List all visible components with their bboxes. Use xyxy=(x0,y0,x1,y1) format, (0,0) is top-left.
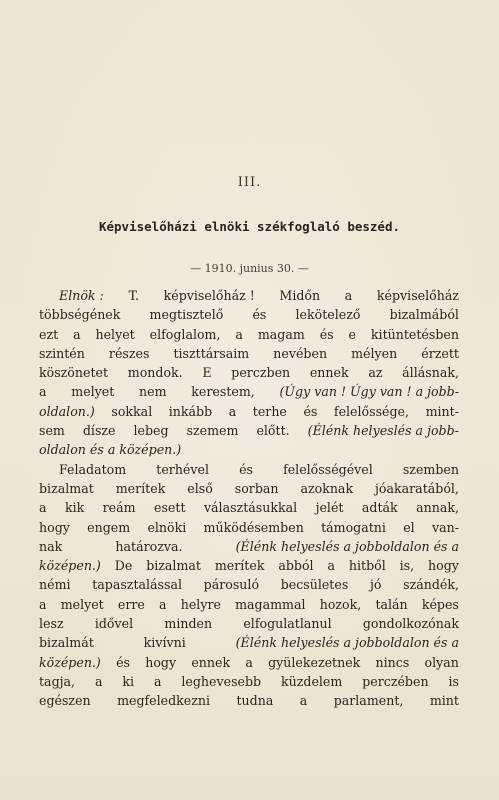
text-line xyxy=(39,691,459,710)
word: sokkal xyxy=(111,403,153,419)
word: perczében xyxy=(362,673,429,689)
word: kitüntetésben xyxy=(370,326,459,342)
word: tudna xyxy=(236,693,274,709)
word: ennek xyxy=(309,365,349,381)
word: szándék, xyxy=(403,577,459,593)
word: merítek xyxy=(214,558,265,574)
word: megtisztelő xyxy=(149,307,224,323)
word: többségének xyxy=(39,307,121,323)
word: hozok, xyxy=(319,596,362,612)
word: és xyxy=(319,326,334,342)
word: jelét xyxy=(315,500,344,516)
word: el xyxy=(403,519,415,535)
text-line xyxy=(39,595,459,614)
word: hogy xyxy=(428,558,459,574)
word: tagja, xyxy=(39,673,76,689)
word: hogy xyxy=(39,519,70,535)
word: érzett xyxy=(421,345,459,361)
text-line xyxy=(39,460,459,479)
word: helyet xyxy=(95,326,135,342)
chapter-number: III. xyxy=(237,175,262,190)
annotation-text: (Élénk helyeslés a jobboldalon és a xyxy=(235,635,459,651)
word: merítek xyxy=(115,480,166,496)
word: De xyxy=(114,558,133,574)
word: egészen xyxy=(39,693,91,709)
word: szemem xyxy=(186,423,239,439)
word: abból xyxy=(278,558,314,574)
word: erre xyxy=(117,596,145,612)
word: is, xyxy=(399,558,415,574)
word: lebeg xyxy=(133,423,169,439)
word: engem xyxy=(87,519,131,535)
word: magammal xyxy=(235,596,306,612)
text-line xyxy=(39,402,459,421)
word: részes xyxy=(108,345,150,361)
word: és xyxy=(303,403,318,419)
word: olyan xyxy=(424,654,459,670)
word: a xyxy=(153,673,162,689)
word: nak xyxy=(39,538,63,554)
text-line xyxy=(39,344,459,363)
text-line xyxy=(39,537,459,556)
word: szintén xyxy=(39,345,85,361)
word: mint- xyxy=(425,403,459,419)
word: gyülekezetnek xyxy=(268,654,361,670)
text-line xyxy=(39,633,459,652)
word: hogy xyxy=(145,654,177,670)
text-line xyxy=(39,498,459,517)
word: ennek xyxy=(191,654,231,670)
word: van- xyxy=(431,519,459,535)
word: állásnak, xyxy=(402,365,459,381)
word: minden xyxy=(164,616,213,632)
word: idővel xyxy=(94,616,134,632)
word: a xyxy=(327,558,335,574)
word: tapasztalással xyxy=(92,577,183,593)
word: becsületes xyxy=(280,577,349,593)
text-line xyxy=(39,286,459,305)
word: bizalmából xyxy=(389,307,459,323)
word: sem xyxy=(39,423,65,439)
word: perczben xyxy=(231,365,291,381)
text-line xyxy=(39,440,459,459)
word: terhe xyxy=(252,403,287,419)
word: képes xyxy=(421,596,459,612)
word: mondok. xyxy=(127,365,183,381)
word: felelősségével xyxy=(283,461,373,477)
word: a xyxy=(344,288,353,303)
word: kerestem, xyxy=(191,384,255,400)
word: a xyxy=(73,326,81,342)
word: kivívni xyxy=(143,635,186,651)
word: képviselőház xyxy=(376,288,459,303)
word: kik xyxy=(64,500,85,516)
word: mélyen xyxy=(351,345,398,361)
word: tiszttársaim xyxy=(173,345,250,361)
word: Midőn xyxy=(279,288,321,303)
word: küzdelem xyxy=(281,673,343,689)
word: felelőssége, xyxy=(333,403,410,419)
word: és xyxy=(239,461,253,477)
word: nevében xyxy=(273,345,328,361)
word: elnöki xyxy=(147,519,187,535)
word: szemben xyxy=(402,461,459,477)
word: lekötelező xyxy=(295,307,361,323)
word: a xyxy=(39,384,47,400)
word: és xyxy=(116,654,130,670)
text-line xyxy=(39,363,459,382)
word: melyet xyxy=(71,384,115,400)
text-line xyxy=(39,575,459,594)
word: esett xyxy=(154,500,186,516)
word: magam xyxy=(257,326,305,342)
word: választásukkal xyxy=(203,500,298,516)
word: köszönetet xyxy=(39,365,109,381)
word: nincs xyxy=(375,654,410,670)
word: azoknak xyxy=(300,480,354,496)
text-line xyxy=(39,479,459,498)
text-line xyxy=(39,518,459,537)
word: is xyxy=(448,673,459,689)
word: Feladatom xyxy=(59,461,127,477)
annotation-text: oldalon.) xyxy=(39,403,95,419)
word: jóakaratából, xyxy=(375,480,459,496)
word: T. xyxy=(128,288,139,303)
word: a xyxy=(159,596,167,612)
word: elfogulatlanul xyxy=(243,616,332,632)
word: a xyxy=(245,654,253,670)
annotation-text: Elnök : xyxy=(59,288,104,303)
word: az xyxy=(368,365,383,381)
text-line xyxy=(39,325,459,344)
word: és xyxy=(252,307,267,323)
word: támogatni xyxy=(321,519,386,535)
word: melyet xyxy=(60,596,104,612)
annotation-text: (Úgy van ! Úgy van ! a jobb- xyxy=(279,384,459,400)
word: lesz xyxy=(39,616,64,632)
text-line xyxy=(39,556,459,575)
word: első xyxy=(187,480,213,496)
word: megfeledkezni xyxy=(117,693,211,709)
annotation-text: (Élénk helyeslés a jobb- xyxy=(307,423,459,439)
word: E xyxy=(202,365,212,381)
word: ezt xyxy=(39,326,59,342)
word: gondolkozónak xyxy=(362,616,459,632)
word: leghevesebb xyxy=(181,673,262,689)
word: határozva. xyxy=(115,538,183,554)
text-line xyxy=(39,653,459,672)
word: bizalmat xyxy=(146,558,201,574)
word: nem xyxy=(139,384,167,400)
page-title: Képviselőházi elnöki székfoglaló beszéd. xyxy=(98,219,401,234)
word: hitből xyxy=(348,558,386,574)
word: adták xyxy=(361,500,398,516)
word: működésemben xyxy=(203,519,304,535)
word: inkább xyxy=(168,403,213,419)
word: előtt. xyxy=(256,423,290,439)
word: a xyxy=(94,673,103,689)
speech-body xyxy=(39,286,459,711)
annotation-text: oldalon és a középen.) xyxy=(39,442,182,458)
word: terhével xyxy=(156,461,209,477)
text-line xyxy=(39,305,459,324)
word: bizalmát xyxy=(39,635,94,651)
word: bizalmat xyxy=(39,480,94,496)
annotation-text: középen.) xyxy=(39,558,101,574)
word: a xyxy=(228,403,237,419)
annotation-text: (Élénk helyeslés a jobboldalon és a xyxy=(235,538,459,554)
word: a xyxy=(235,326,243,342)
text-line xyxy=(39,614,459,633)
word: elfoglalom, xyxy=(149,326,221,342)
word: annak, xyxy=(416,500,459,516)
word: némi xyxy=(39,577,71,593)
word: jó xyxy=(369,577,382,593)
word: képviselőház ! xyxy=(163,288,255,303)
word: helyre xyxy=(180,596,221,612)
speech-date: — 1910. junius 30. — xyxy=(190,262,309,275)
word: párosuló xyxy=(203,577,260,593)
word: ki xyxy=(122,673,135,689)
word: a xyxy=(39,500,47,516)
annotation-text: középen.) xyxy=(39,654,101,670)
word: a xyxy=(39,596,47,612)
word: reám xyxy=(102,500,136,516)
text-line xyxy=(39,672,459,691)
word: sorban xyxy=(234,480,279,496)
text-line xyxy=(39,382,459,401)
word: dísze xyxy=(82,423,116,439)
word: parlament, xyxy=(333,693,404,709)
word: a xyxy=(299,693,308,709)
word: e xyxy=(348,326,356,342)
word: talán xyxy=(375,596,408,612)
word: mint xyxy=(429,693,459,709)
text-line xyxy=(39,421,459,440)
